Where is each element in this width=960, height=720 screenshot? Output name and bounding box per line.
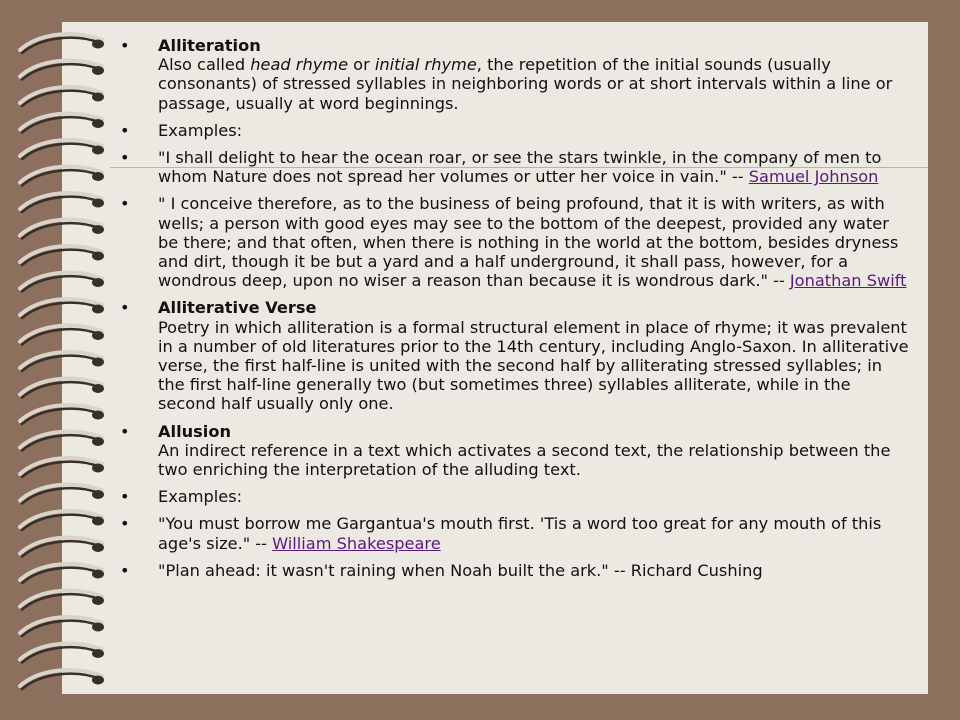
binding-hole [92, 331, 104, 340]
spiral-ring [20, 458, 102, 474]
list-item-examples [120, 487, 910, 506]
spiral-ring [20, 352, 102, 368]
list-item-alliteration [120, 36, 910, 113]
bullet: • [120, 120, 130, 140]
definition-text: An indirect reference in a text which activates a second text, the relationship between the two enriching the interpretation of the alluding text. [158, 440, 891, 480]
quote-text: " I conceive therefore, as to the business of being profound, that it is with writers, as with wells; a person with good eyes may see to the bottom of the deepest, provided any water be there; and that often, when there is nothing in the world at the bottom, besides dryness and dirt, though it be but a yard and a half underground, it shall pass, however, for a wondrous deep, upon no wiser a reason than because it is wondrous dark." -- [158, 194, 899, 291]
bullet: • [120, 487, 130, 507]
bullet: • [120, 194, 130, 214]
list-item-examples [120, 121, 910, 140]
list-item-quote-cushing [120, 561, 910, 580]
spiral-ring [20, 670, 102, 686]
binding-hole [92, 676, 104, 685]
binding-hole [92, 384, 104, 393]
spiral-ring [20, 87, 102, 103]
author-link-shakespeare[interactable]: William Shakespeare [272, 533, 441, 553]
bullet: • [120, 560, 130, 580]
binding-hole [92, 570, 104, 579]
author-link-swift[interactable]: Jonathan Swift [789, 271, 907, 291]
binding-hole [92, 464, 104, 473]
spiral-ring [20, 220, 102, 236]
spiral-ring [20, 326, 102, 342]
binding-hole [92, 225, 104, 234]
binding-hole [92, 411, 104, 420]
spiral-ring [20, 246, 102, 262]
spiral-ring [20, 273, 102, 289]
spiral-ring [20, 34, 102, 50]
spiral-ring [20, 167, 102, 183]
spiral-ring [20, 193, 102, 209]
bullet: • [120, 36, 130, 55]
spiral-ring [20, 617, 102, 633]
binding-hole [92, 517, 104, 526]
list-item-quote-johnson [120, 148, 910, 186]
bullet: • [120, 514, 130, 534]
binding-hole [92, 66, 104, 75]
spiral-ring [20, 538, 102, 554]
term-heading: Allusion [158, 421, 231, 441]
binding-hole [92, 596, 104, 605]
binding-hole [92, 119, 104, 128]
spiral-binding [0, 0, 120, 720]
bullet: • [120, 298, 130, 318]
list-item-quote-swift [120, 194, 910, 290]
binding-hole [92, 437, 104, 446]
binding-hole [92, 40, 104, 49]
list-item-quote-shakespeare [120, 514, 910, 552]
spiral-ring [20, 591, 102, 607]
definition-text: Also called head rhyme or initial rhyme, the repetition of the initial sounds (usually consonants) of stressed syllables in neighboring words or at short intervals within a line or passage, usually at word beginnings. [158, 55, 893, 113]
binding-hole [92, 358, 104, 367]
spiral-ring [20, 511, 102, 527]
author-link-johnson[interactable]: Samuel Johnson [748, 167, 879, 187]
spiral-ring [20, 114, 102, 130]
examples-label: Examples: [158, 487, 243, 507]
term-heading: Alliterative Verse [158, 298, 317, 318]
binding-hole [92, 278, 104, 287]
binding-hole [92, 543, 104, 552]
spiral-ring [20, 61, 102, 77]
bullet: • [120, 148, 130, 168]
quote-text: "You must borrow me Gargantua's mouth first. 'Tis a word too great for any mouth of this age's size." -- [158, 514, 882, 553]
binding-hole [92, 623, 104, 632]
binding-hole [92, 649, 104, 658]
binding-hole [92, 252, 104, 261]
spiral-ring [20, 405, 102, 421]
binding-hole [92, 93, 104, 102]
bullet: • [120, 421, 130, 441]
spiral-ring [20, 432, 102, 448]
slide-content [120, 36, 910, 588]
term-heading: Alliteration [158, 36, 261, 55]
list-item-allusion [120, 422, 910, 480]
spiral-ring [20, 379, 102, 395]
binding-hole [92, 146, 104, 155]
binding-hole [92, 305, 104, 314]
binding-hole [92, 199, 104, 208]
quote-text: "Plan ahead: it wasn't raining when Noah built the ark." -- Richard Cushing [158, 560, 763, 580]
spiral-ring [20, 485, 102, 501]
spiral-ring [20, 564, 102, 580]
quote-text: "I shall delight to hear the ocean roar, or see the stars twinkle, in the company of men to whom Nature does not spread her volumes or utter her voice in vain." -- [158, 148, 882, 187]
spiral-ring [20, 140, 102, 156]
definition-text: Poetry in which alliteration is a formal structural element in place of rhyme; it was prevalent in a number of old literatures prior to the 14th century, including Anglo-Saxon. In alliterative verse, the first half-line is united with the second half by alliterating stressed syllables; in the first half-line generally two (but sometimes three) syllables alliterate, while in the second half usually only one. [158, 317, 909, 414]
binding-hole [92, 172, 104, 181]
list-item-alliterative-verse [120, 298, 910, 413]
spiral-ring [20, 644, 102, 660]
spiral-ring [20, 299, 102, 315]
definition-list [120, 36, 910, 580]
binding-hole [92, 490, 104, 499]
examples-label: Examples: [158, 120, 243, 140]
